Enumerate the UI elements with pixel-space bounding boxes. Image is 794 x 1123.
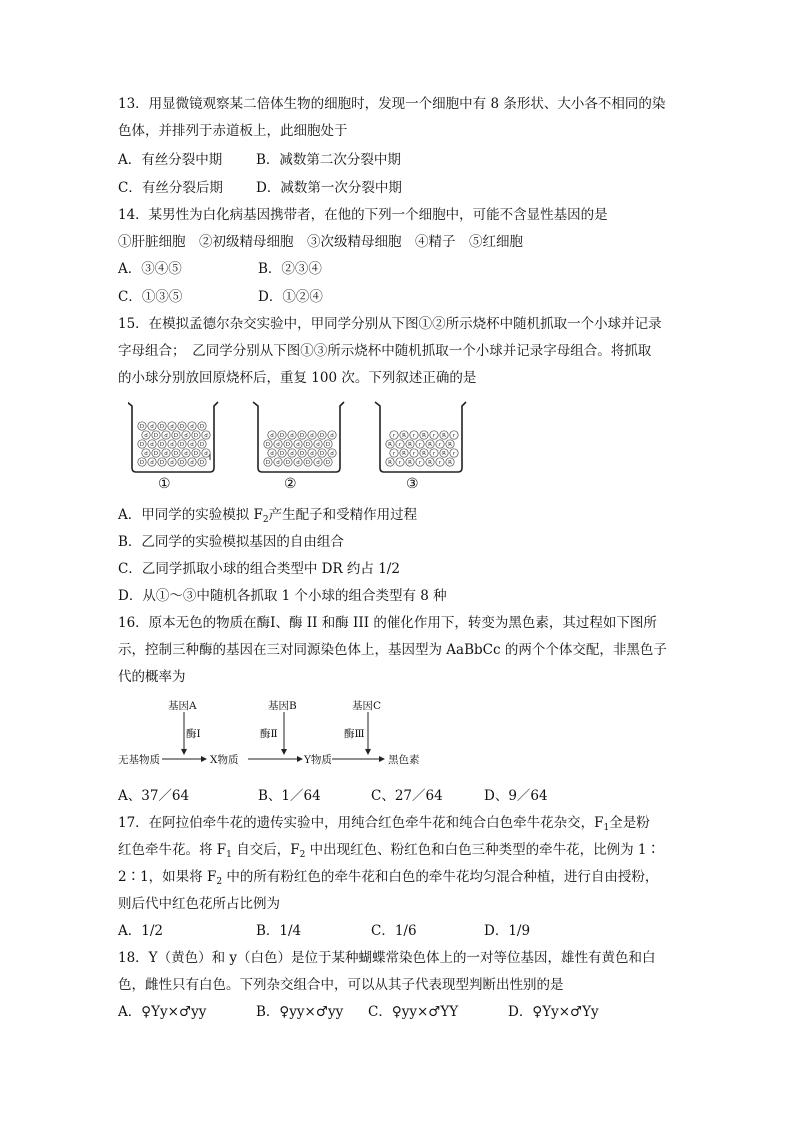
q18-stem-line2: 色，雌性只有白色。下列杂交组合中，可以从其子代表现型判断出性别的是 [118, 977, 564, 993]
ball-letter: d [184, 451, 188, 458]
q16-stem-line3: 代的概率为 [118, 669, 186, 685]
ball-letter: D [139, 460, 145, 467]
ball-letter: r [412, 451, 416, 458]
ball-letter: d [170, 460, 174, 467]
ball-letter: d [150, 460, 154, 467]
ball-letter: D [319, 451, 325, 458]
ball-letter: d [270, 433, 274, 440]
ball-letter: D [159, 442, 165, 449]
q14-options-row1 [118, 259, 678, 279]
ball-letter: d [204, 433, 208, 440]
enzyme-1-label: 酶Ⅰ [186, 728, 201, 740]
ball-letter: R [442, 451, 446, 458]
ball-letter: R [408, 442, 412, 449]
ball-letter: R [428, 460, 432, 467]
ball-letter: r [418, 442, 422, 449]
beaker-2 [253, 402, 344, 472]
ball-letter: R [402, 433, 406, 440]
substance-start: 无基物质 [118, 754, 160, 766]
ball-letter: d [150, 442, 154, 449]
ball-letter: D [265, 460, 271, 467]
gene-b-label: 基因B [268, 700, 297, 712]
q16-option-b: B、1／64 [258, 788, 321, 804]
enzyme-3-label: 酶Ⅲ [344, 728, 365, 740]
q17-stem-line4: 则后代中红色花所占比例为 [118, 896, 280, 912]
ball-letter: D [319, 433, 325, 440]
ball-letter: d [330, 451, 334, 458]
q15-option-a-pre: A．甲同学的实验模拟 F [118, 507, 263, 523]
enzyme-2-label: 酶Ⅱ [260, 728, 278, 740]
q18-stem-line1: 18．Y（黄色）和 y（白色）是位于某种蝴蝶常染色体上的一对等位基因，雄性有黄色和白 [118, 950, 656, 966]
q17-l3-a: 2∶1，如果将 F [118, 869, 217, 885]
ball-letter: R [408, 460, 412, 467]
ball-letter: R [448, 442, 452, 449]
q14-option-a: A．③④⑤ [118, 261, 182, 277]
q17-option-b: B．1/4 [256, 923, 302, 939]
ball-letter: d [170, 424, 174, 431]
ball-letter: D [159, 424, 165, 431]
q15-option-a-sub: 2 [262, 515, 269, 525]
q16-stem-line1: 16．原本无色的物质在酶Ⅰ、酶 II 和酶 III 的催化作用下，转变为黑色素，其过程如下图所 [118, 615, 657, 631]
pathway-diagram [118, 696, 518, 776]
q18-option-d: D．♀Yy×♂Yy [508, 1004, 599, 1020]
beaker-label-3: ③ [406, 476, 419, 492]
ball-letter: r [412, 433, 416, 440]
q17-l2-sub2: 2 [299, 850, 306, 860]
q14-stem: 14．某男性为白化病基因携带者，在他的下列一个细胞中，可能不含显性基因的是 [118, 207, 608, 223]
ball-letter: D [153, 451, 159, 458]
ball-letter: R [422, 451, 426, 458]
q17-l3-b: 中的所有粉红色的牵牛花和白色的牵牛花均匀混合种植，进行自由授粉， [222, 869, 659, 885]
ball-letter: r [438, 460, 442, 467]
ball-letter: D [279, 433, 285, 440]
ball-letter: r [418, 460, 422, 467]
q14-items: ①肝脏细胞 ②初级精母细胞 ③次级精母细胞 ④精子 ⑤红细胞 [118, 234, 523, 250]
ball-letter: D [265, 442, 271, 449]
q17-l2-b: 自交后，F [231, 842, 300, 858]
ball-letter: r [398, 460, 402, 467]
q13-stem-line2: 色体，并排列于赤道板上，此细胞处于 [118, 123, 348, 139]
ball-letter: D [285, 442, 291, 449]
q17-l1-post: 全是粉 [609, 815, 650, 831]
ball-letter: d [150, 424, 154, 431]
q15-option-c: C．乙同学抓取小球的组合类型中 DR 约占 1/2 [118, 561, 400, 577]
q15-stem-line2: 字母组合； 乙同学分别从下图①③所示烧杯中随机抓取一个小球并记录字母组合。将抓取 [118, 343, 652, 359]
ball-letter: D [179, 424, 185, 431]
ball-letter: r [438, 442, 442, 449]
ball-letter: d [310, 433, 314, 440]
ball-letter: r [392, 433, 396, 440]
ball-letter: D [159, 460, 165, 467]
gene-c-label: 基因C [352, 700, 382, 712]
ball-letter: D [299, 451, 305, 458]
q13-stem-line1: 13．用显微镜观察某二倍体生物的细胞时，发现一个细胞中有 8 条形状、大小各不相同的染 [118, 96, 666, 112]
ball-letter: d [310, 451, 314, 458]
ball-letter: r [432, 451, 436, 458]
ball-letter: d [184, 433, 188, 440]
q13-option-c: C．有丝分裂后期 [118, 180, 223, 196]
q14-option-d: D．①②④ [258, 289, 323, 305]
substance-x: X物质 [210, 754, 239, 766]
ball-letter: R [442, 433, 446, 440]
ball-letter: d [204, 451, 208, 458]
ball-letter: d [164, 433, 168, 440]
ball-letter: d [276, 460, 280, 467]
q18-options [118, 1002, 678, 1022]
ball-letter: d [190, 442, 194, 449]
ball-letter: r [392, 451, 396, 458]
q16-option-c: C、27／64 [371, 788, 443, 804]
q13-option-b: B．减数第二次分裂中期 [256, 152, 401, 168]
ball-letter: D [285, 460, 291, 467]
beaker-1 [128, 402, 218, 472]
q15-option-d: D．从①～③中随机各抓取 1 个小球的组合类型有 8 种 [118, 588, 447, 604]
q18-option-c: C．♀yy×♂YY [368, 1004, 459, 1020]
ball-letter: d [316, 442, 320, 449]
ball-letter: D [173, 433, 179, 440]
ball-letter: R [448, 460, 452, 467]
ball-letter: d [164, 451, 168, 458]
ball-letter: d [144, 433, 148, 440]
ball-letter: d [296, 442, 300, 449]
q16-stem-line2: 示，控制三种酶的基因在三对同源染色体上，基因型为 AaBbCc 的两个个体交配，非黑色子 [118, 642, 667, 658]
ball-letter: d [190, 460, 194, 467]
q17-l1-pre: 17．在阿拉伯牵牛花的遗传实验中，用纯合红色牵牛花和纯合白色牵牛花杂交，F [118, 815, 604, 831]
ball-letter: d [170, 442, 174, 449]
q17-options [118, 921, 678, 941]
ball-letter: d [190, 424, 194, 431]
ball-letter: D [325, 442, 331, 449]
q17-stem-line2 [118, 840, 660, 865]
ball-letter: r [452, 451, 456, 458]
q13-options-row2 [118, 178, 678, 198]
q17-l1-sub: 1 [603, 823, 610, 833]
ball-letter: D [199, 460, 205, 467]
ball-letter: D [299, 433, 305, 440]
ball-letter: D [199, 424, 205, 431]
q13-option-d: D．减数第一次分裂中期 [256, 180, 402, 196]
ball-letter: R [422, 433, 426, 440]
beaker-3 [375, 402, 466, 472]
ball-letter: d [144, 451, 148, 458]
q14-option-b: B．②③④ [258, 261, 322, 277]
ball-letter: r [398, 442, 402, 449]
q13-options-row1 [118, 150, 678, 170]
q13-option-a: A．有丝分裂中期 [118, 152, 223, 168]
q17-option-a: A．1/2 [118, 923, 163, 939]
ball-letter: R [428, 442, 432, 449]
q16-option-a: A、37／64 [118, 788, 190, 804]
q15-option-b: B．乙同学的实验模拟基因的自由组合 [118, 534, 344, 550]
q18-option-b: B．♀yy×♂yy [256, 1004, 344, 1020]
q17-l2-a: 红色牵牛花。将 F [118, 842, 227, 858]
q17-option-c: C．1/6 [371, 923, 417, 939]
ball-letter: R [388, 442, 392, 449]
ball-letter: D [193, 451, 199, 458]
q14-options-row2 [118, 287, 678, 307]
ball-letter: D [139, 442, 145, 449]
q14-option-c: C．①③⑤ [118, 289, 183, 305]
ball-letter: d [316, 460, 320, 467]
ball-letter: d [276, 442, 280, 449]
substance-y: Y物质 [304, 754, 332, 766]
ball-letter: D [179, 442, 185, 449]
q15-stem-line3: 的小球分别放回原烧杯后，重复 100 次。下列叙述正确的是 [118, 370, 477, 386]
gene-a-label: 基因A [168, 700, 197, 712]
q17-l2-c: 中出现红色、粉红色和白色三种类型的牵牛花，比例为 1∶ [305, 842, 660, 858]
q15-option-a-post: 产生配子和受精作用过程 [268, 507, 418, 523]
q15-option-a [118, 505, 417, 530]
q17-option-d: D．1/9 [484, 923, 531, 939]
ball-letter: r [452, 433, 456, 440]
ball-letter: D [279, 451, 285, 458]
ball-letter: d [290, 433, 294, 440]
beaker-label-2: ② [284, 476, 297, 492]
q17-stem-line3 [118, 867, 658, 892]
ball-letter: D [179, 460, 185, 467]
beaker-label-1: ① [158, 476, 171, 492]
ball-letter: D [305, 460, 311, 467]
ball-letter: D [153, 433, 159, 440]
ball-letter: D [193, 433, 199, 440]
ball-letter: D [305, 442, 311, 449]
ball-letter: d [296, 460, 300, 467]
q17-l3-sub: 2 [216, 877, 223, 887]
q15-stem-line1: 15．在模拟孟德尔杂交实验中，甲同学分别从下图①②所示烧杯中随机抓取一个小球并记录 [118, 316, 662, 332]
q16-options [118, 786, 678, 806]
ball-letter: R [402, 451, 406, 458]
ball-letter: D [139, 424, 145, 431]
q17-l2-sub1: 1 [226, 850, 232, 860]
ball-letter: R [388, 460, 392, 467]
ball-letter: r [432, 433, 436, 440]
ball-letter: D [199, 442, 205, 449]
q17-stem-line1 [118, 813, 650, 838]
substance-melanin: 黑色素 [388, 754, 420, 766]
q18-option-a: A．♀Yy×♂yy [118, 1004, 207, 1020]
ball-letter: d [270, 451, 274, 458]
beakers-figure [128, 398, 468, 498]
ball-letter: d [290, 451, 294, 458]
ball-letter: D [325, 460, 331, 467]
ball-letter: D [173, 451, 179, 458]
q16-option-d: D、9／64 [484, 788, 548, 804]
ball-letter: d [330, 433, 334, 440]
